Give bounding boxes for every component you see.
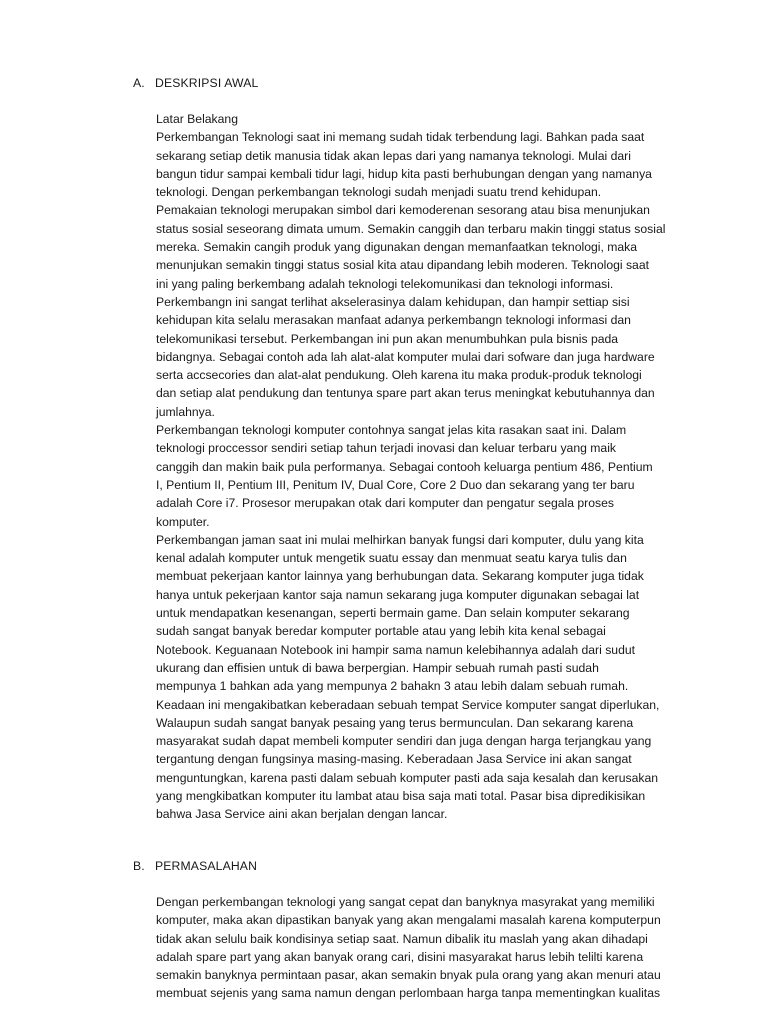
paragraph-line: Walaupun sudah sangat banyak pesaing yang terus bermunculan. Dan sekarang karena [156,715,634,730]
paragraph-line: jumlahnya. [156,404,215,419]
paragraph-line: status sosial seseorang dimata umum. Semakin canggih dan terbaru makin tinggi status sosial [156,221,666,236]
paragraph-line: tidak akan selulu baik kondisinya setiap saat. Namun dibalik itu maslah yang akan dihadapi [156,931,648,946]
paragraph-line: Keadaan ini mengakibatkan keberadaan sebuah tempat Service komputer sangat diperlukan, [156,697,660,712]
paragraph-line: Perkembangan jaman saat ini mulai melhirkan banyak fungsi dari komputer, dulu yang kita [156,532,644,547]
paragraph-line: yang mengkibatkan komputer itu lambat atau bisa saja mati total. Pasar bisa dipredikisikan [156,788,646,803]
paragraph-line: Pemakaian teknologi merupakan simbol dari kemoderenan sesorang atau bisa menunjukan [156,203,650,218]
section-b-title: PERMASALAHAN [155,859,258,873]
paragraph-line: hanya untuk pekerjaan kantor saja namun sekarang juga komputer digunakan sebagai lat [156,587,640,602]
paragraph-line: bangun tidur sampai kembali tidur lagi, hidup kita pasti berhubungan dengan yang namanya [156,166,652,181]
paragraph-line: I, Pentium II, Pentium III, Penitum IV, Dual Core, Core 2 Duo dan sekarang yang ter baru [156,477,635,492]
paragraph-line: kenal adalah komputer untuk mengetik suatu essay dan menmuat seatu karya tulis dan [156,551,627,566]
paragraph-line: kehidupan kita selalu merasakan manfaat adanya perkembangn teknologi informasi dan [156,313,631,328]
paragraph-line: Perkembangn ini sangat terlihat akselerasinya dalam kehidupan, dan hampir settiap sisi [156,294,630,309]
paragraph-line: teknologi. Dengan perkembangan teknologi sudah menjadi suatu trend kehidupan. [156,185,602,200]
paragraph-line: komputer. [156,514,210,529]
paragraph-line: canggih dan makin baik pula performanya. Sebagai contooh keluarga pentium 486, Pentium [156,459,653,474]
paragraph-line: menguntungkan, karena pasti dalam sebuah komputer pasti ada saja kesalah dan kerusakan [156,770,659,785]
paragraph-line: sudah sangat banyak beredar komputer portable atau yang lebih kita kenal sebagai [156,624,606,639]
paragraph-line: menunjukan semakin tinggi status sosial kita atau dipandang lebih moderen. Teknologi saat [156,258,650,273]
paragraph-line: sekarang setiap detik manusia tidak akan lepas dari yang namanya teknologi. Mulai dari [156,148,631,163]
paragraph-line: mereka. Semakin cangih produk yang digunakan dengan memanfaatkan teknologi, maka [156,240,638,255]
section-b-body [156,893,696,1003]
paragraph-line: untuk mendapatkan kesenangan, seperti bermain game. Dan selain komputer sekarang [156,606,630,621]
paragraph-line: bahwa Jasa Service aini akan berjalan dengan lancar. [156,807,448,822]
paragraph-line: dan setiap alat pendukung dan tentunya spare part akan terus meningkat kebutuhannya dan [156,386,655,401]
paragraph-line: telekomunikasi tersebut. Perkembangan ini pun akan menumbuhkan pula bisnis pada [156,331,619,346]
paragraph-line: ukurang dan effisien untuk di bawa berpergian. Hampir sebuah rumah pasti sudah [156,660,599,675]
paragraph-line: membuat sejenis yang sama namun dengan perlombaan harga tanpa mementingkan kualitas [156,986,661,1001]
paragraph-line: Perkembangan teknologi komputer contohnya sangat jelas kita rasakan saat ini. Dalam [156,423,627,438]
paragraph-line: membuat pekerjaan kantor lainnya yang berhubungan data. Sekarang komputer juga tidak [156,569,644,584]
section-a-title: DESKRIPSI AWAL [155,76,259,90]
section-a-letter: A. [133,76,145,90]
paragraph-line: teknologi proccessor sendiri setiap tahun terjadi inovasi dan keluar terbaru yang maik [156,441,616,456]
paragraph-line: tergantung dengan fungsinya masing-masing. Keberadaan Jasa Service ini akan sangat [156,752,632,767]
paragraph-line: adalah Core i7. Prosesor merupakan otak dari komputer dan pengatur segala proses [156,496,614,511]
paragraph-line: bidangnya. Sebagai contoh ada lah alat-alat komputer mulai dari sofware dan juga hardware [156,349,655,364]
paragraph-line: semakin banyknya permintaan pasar, akan semakin bnyak pula orang yang akan menuri atau [156,968,661,983]
section-a-body [156,110,696,824]
paragraph-line: ini yang paling berkembang adalah teknologi telekomunikasi dan teknologi informasi. [156,276,614,291]
section-a-heading [133,76,258,90]
section-b-heading [133,859,257,873]
paragraph-line: Notebook. Keguanaan Notebook ini hampir sama namun kelebihannya adalah dari sudut [156,642,636,657]
paragraph-line: adalah spare part yang akan banyak orang cari, disini masyarakat harus lebih telilti karena [156,949,644,964]
paragraph-line: komputer, maka akan dipastikan banyak yang akan mengalami masalah karena komputerpun [156,913,661,928]
section-a-subheading: Latar Belakang [156,112,238,126]
paragraph-line: Dengan perkembangan teknologi yang sangat cepat dan banyknya masyrakat yang memiliki [156,895,655,909]
paragraph-line: serta accsecories dan alat-alat pendukung. Oleh karena itu maka produk-produk teknologi [156,368,642,383]
paragraph-line: mempunya 1 bahkan ada yang mempunya 2 bahakn 3 atau lebih dalam sebuah rumah. [156,679,629,694]
paragraph-line: Perkembangan Teknologi saat ini memang sudah tidak terbendung lagi. Bahkan pada saat [156,130,645,145]
paragraph-line: masyarakat sudah dapat membeli komputer sendiri dan juga dengan harga terjangkau yang [156,734,652,749]
section-b-letter: B. [133,859,145,873]
